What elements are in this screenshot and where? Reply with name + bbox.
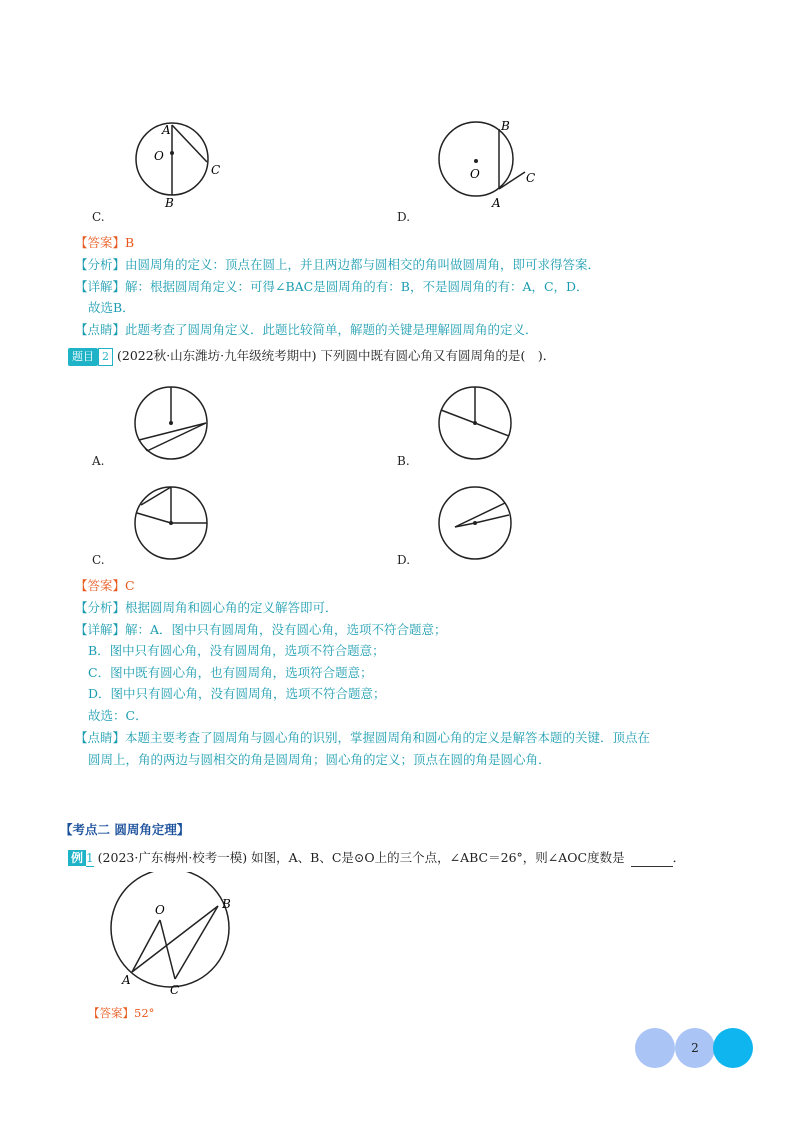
page-indicator bbox=[635, 1028, 755, 1068]
point-label-a: A bbox=[122, 973, 131, 987]
ex1-stem: (2023·广东梅州·校考一模) 如图，A、B、C是⊙O上的三个点，∠ABC＝26°，则∠AOC度数是 bbox=[97, 850, 625, 865]
q1-comment: 【点睛】此题考查了圆周角定义．此题比较简单，解题的关键是理解圆周角的定义． bbox=[75, 322, 538, 337]
point-label-c: C bbox=[211, 163, 221, 177]
figure-q1-d bbox=[430, 112, 550, 212]
page-number: 2 bbox=[691, 1041, 699, 1055]
point-label-b: B bbox=[222, 897, 231, 911]
option-c-label: C. bbox=[92, 210, 105, 224]
figure-example-1 bbox=[100, 872, 250, 1002]
q1-detail: 【详解】解：根据圆周角定义：可得∠BAC是圆周角的有：B，不是圆周角的有：A，C，D． bbox=[75, 279, 589, 294]
q2-comment-1: 【点睛】本题主要考查了圆周角与圆心角的识别，掌握圆周角和圆心角的定义是解答本题的关键．顶点在 bbox=[75, 730, 651, 745]
option-c-label: C. bbox=[92, 553, 105, 567]
figure-q2-a bbox=[133, 385, 213, 465]
ex1-stem-row bbox=[68, 850, 685, 867]
question-number: 2 bbox=[98, 348, 113, 366]
figure-q2-d bbox=[437, 485, 517, 565]
example-number: 1 bbox=[86, 851, 94, 865]
answer-blank bbox=[631, 854, 673, 867]
q2-detail: 【详解】解：A．图中只有圆周角，没有圆心角，选项不符合题意； bbox=[75, 622, 447, 637]
q2-detail-b: B．图中只有圆心角，没有圆周角，选项不符合题意； bbox=[88, 643, 385, 658]
option-a-label: A. bbox=[92, 454, 105, 468]
option-b-label: B. bbox=[397, 454, 410, 468]
option-d-label: D. bbox=[397, 210, 411, 224]
point-label-b: B bbox=[501, 119, 510, 133]
q2-stem: (2022秋·山东潍坊·九年级统考期中) 下列圆中既有圆心角又有圆周角的是( )． bbox=[117, 348, 556, 363]
question-badge: 题目 bbox=[68, 348, 98, 366]
point-label-o: O bbox=[154, 149, 164, 163]
figure-q2-c bbox=[133, 485, 213, 565]
q2-comment-2: 圆周上，角的两边与圆相交的角是圆周角；圆心角的定义；顶点在圆的角是圆心角． bbox=[88, 752, 551, 767]
example-badge: 例 bbox=[68, 850, 86, 866]
figure-q1-c bbox=[125, 112, 235, 212]
option-d-label: D. bbox=[397, 553, 411, 567]
ex1-answer: 【答案】52° bbox=[88, 1006, 155, 1020]
point-label-a: A bbox=[162, 123, 171, 137]
q2-detail-c: C．图中既有圆心角，也有圆周角，选项符合题意； bbox=[88, 665, 373, 680]
point-label-o: O bbox=[155, 903, 165, 917]
point-label-c: C bbox=[170, 983, 180, 997]
q2-answer: 【答案】C bbox=[75, 578, 135, 593]
figure-q2-b bbox=[437, 385, 517, 465]
ex1-period: ． bbox=[672, 850, 686, 865]
q2-analysis: 【分析】根据圆周角和圆心角的定义解答即可． bbox=[75, 600, 338, 615]
point-label-a: A bbox=[492, 196, 501, 210]
q2-choose: 故选：C． bbox=[88, 708, 148, 723]
q1-choose: 故选B． bbox=[88, 300, 135, 315]
section-title: 【考点二 圆周角定理】 bbox=[60, 822, 190, 837]
q2-stem-row bbox=[68, 348, 555, 366]
point-label-o: O bbox=[470, 167, 480, 181]
point-label-c: C bbox=[526, 171, 536, 185]
decor-circle-right bbox=[713, 1028, 753, 1068]
decor-circle-left bbox=[635, 1028, 675, 1068]
q1-analysis: 【分析】由圆周角的定义：顶点在圆上，并且两边都与圆相交的角叫做圆周角，即可求得答案． bbox=[75, 257, 601, 272]
page-number-circle bbox=[675, 1028, 715, 1068]
q2-detail-d: D．图中只有圆心角，没有圆周角，选项不符合题意； bbox=[88, 686, 386, 701]
point-label-b: B bbox=[165, 196, 174, 210]
q1-answer: 【答案】B bbox=[75, 235, 135, 250]
